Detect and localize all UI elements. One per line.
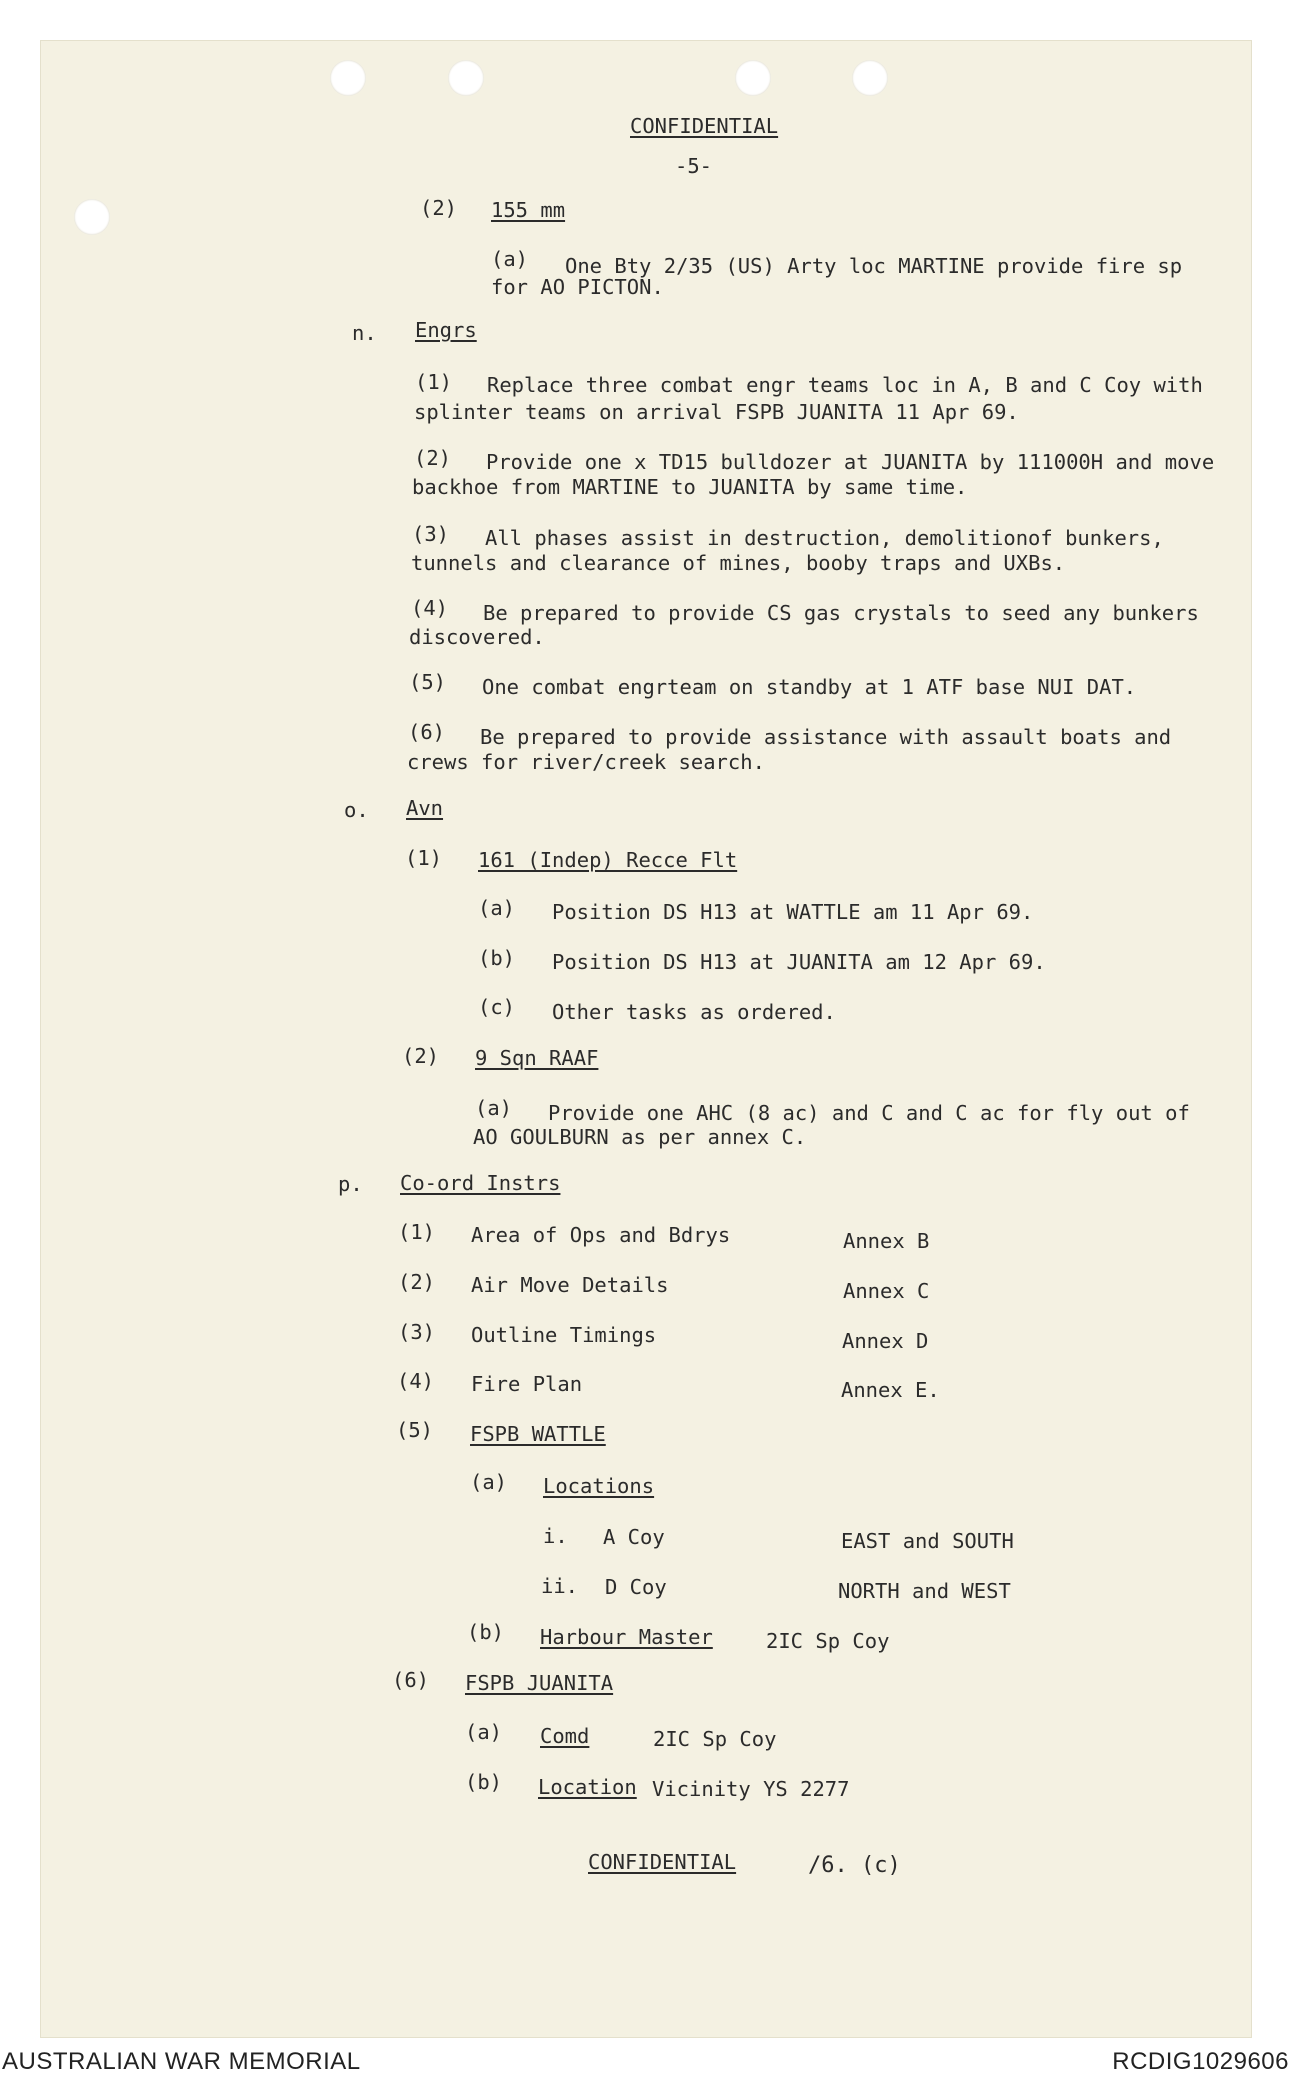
- punch-hole: [448, 60, 484, 96]
- item-text: Air Move Details: [471, 1273, 669, 1297]
- sub-item-title: Locations: [543, 1474, 655, 1498]
- location-value: EAST and SOUTH: [841, 1529, 1014, 1553]
- annex-reference: Annex E.: [841, 1378, 940, 1402]
- item-title: 9 Sqn RAAF: [475, 1046, 599, 1070]
- archive-caption-left: AUSTRALIAN WAR MEMORIAL: [2, 2048, 361, 2075]
- item-text: crews for river/creek search.: [407, 750, 765, 774]
- sub-item-title: Location: [538, 1775, 637, 1799]
- annex-reference: Annex C: [843, 1279, 930, 1303]
- item-text: Be prepared to provide assistance with assault boats and: [480, 725, 1172, 749]
- item-number: (2): [398, 1270, 436, 1294]
- item-number: (6): [408, 720, 446, 744]
- item-number: (2): [402, 1044, 440, 1068]
- continuation-marker: /6. (c): [808, 1853, 901, 1878]
- paragraph-title: Avn: [406, 796, 444, 820]
- item-number: (5): [409, 670, 447, 694]
- item-title: FSPB JUANITA: [465, 1671, 614, 1695]
- item-number: (4): [411, 596, 449, 620]
- sub-item-label: (a): [475, 1096, 513, 1120]
- item-text: tunnels and clearance of mines, booby traps and UXBs.: [411, 551, 1066, 575]
- document-page: [40, 40, 1252, 2038]
- sub-item-value: Vicinity YS 2277: [652, 1777, 850, 1801]
- item-text: All phases assist in destruction, demolitionof bunkers,: [485, 526, 1164, 550]
- sub-item-text: Provide one AHC (8 ac) and C and C ac for fly out of: [548, 1101, 1190, 1125]
- item-text: backhoe from MARTINE to JUANITA by same time.: [412, 475, 968, 499]
- item-number: (6): [392, 1668, 430, 1692]
- paragraph-title: Engrs: [415, 318, 477, 342]
- item-number: (4): [397, 1369, 435, 1393]
- sub-item-label: (b): [465, 1770, 503, 1794]
- sub-item-text: for AO PICTON.: [491, 275, 664, 299]
- item-number: (1): [415, 370, 453, 394]
- sub-item-text: One Bty 2/35 (US) Arty loc MARTINE provide fire sp: [565, 254, 1183, 278]
- item-number: (2): [414, 446, 452, 470]
- header-classification: CONFIDENTIAL: [630, 114, 779, 138]
- sub-sub-item-text: D Coy: [605, 1575, 667, 1599]
- item-text: Replace three combat engr teams loc in A, B and C Coy with: [487, 373, 1203, 397]
- sub-item-value: 2IC Sp Coy: [766, 1629, 890, 1653]
- annex-reference: Annex D: [842, 1329, 929, 1353]
- sub-item-label: (a): [470, 1470, 508, 1494]
- annex-reference: Annex B: [843, 1229, 930, 1253]
- footer-classification: CONFIDENTIAL: [588, 1850, 737, 1874]
- item-title: 155 mm: [491, 198, 566, 222]
- item-number: (3): [412, 522, 450, 546]
- sub-sub-item-label: i.: [543, 1524, 568, 1548]
- page-number: -5-: [675, 154, 713, 178]
- item-title: 161 (Indep) Recce Flt: [478, 848, 738, 872]
- item-text: Area of Ops and Bdrys: [471, 1223, 731, 1247]
- punch-hole: [74, 199, 110, 235]
- paragraph-title: Co-ord Instrs: [400, 1171, 561, 1195]
- sub-sub-item-label: ii.: [541, 1574, 579, 1598]
- sub-item-label: (a): [465, 1720, 503, 1744]
- paragraph-label: n.: [352, 321, 377, 345]
- item-number: (1): [398, 1220, 436, 1244]
- sub-item-label: (a): [478, 896, 516, 920]
- sub-item-text: AO GOULBURN as per annex C.: [473, 1125, 807, 1149]
- paragraph-label: p.: [338, 1172, 363, 1196]
- item-text: splinter teams on arrival FSPB JUANITA 11 Apr 69.: [414, 400, 1019, 424]
- item-number: (3): [398, 1320, 436, 1344]
- sub-item-label: (c): [478, 995, 516, 1019]
- sub-item-label: (a): [491, 247, 529, 271]
- item-number: (5): [396, 1418, 434, 1442]
- item-number: (1): [405, 846, 443, 870]
- item-text: Outline Timings: [471, 1323, 657, 1347]
- item-text: One combat engrteam on standby at 1 ATF base NUI DAT.: [482, 675, 1137, 699]
- sub-item-text: Other tasks as ordered.: [552, 1000, 836, 1024]
- sub-item-title: Comd: [540, 1724, 590, 1748]
- punch-hole: [735, 60, 771, 96]
- item-number: (2): [420, 196, 458, 220]
- sub-item-label: (b): [478, 946, 516, 970]
- sub-sub-item-text: A Coy: [603, 1525, 665, 1549]
- item-text: Fire Plan: [471, 1372, 583, 1396]
- item-text: Be prepared to provide CS gas crystals to seed any bunkers: [483, 601, 1199, 625]
- location-value: NORTH and WEST: [838, 1579, 1011, 1603]
- sub-item-label: (b): [467, 1620, 505, 1644]
- sub-item-text: Position DS H13 at WATTLE am 11 Apr 69.: [552, 900, 1034, 924]
- archive-caption-right: RCDIG1029606: [1112, 2048, 1289, 2075]
- sub-item-title: Harbour Master: [540, 1625, 713, 1649]
- item-title: FSPB WATTLE: [470, 1422, 606, 1446]
- item-text: Provide one x TD15 bulldozer at JUANITA by 111000H and move: [486, 450, 1215, 474]
- item-text: discovered.: [409, 625, 545, 649]
- punch-hole: [330, 60, 366, 96]
- paragraph-label: o.: [344, 798, 369, 822]
- punch-hole: [852, 60, 888, 96]
- sub-item-text: Position DS H13 at JUANITA am 12 Apr 69.: [552, 950, 1046, 974]
- sub-item-value: 2IC Sp Coy: [653, 1727, 777, 1751]
